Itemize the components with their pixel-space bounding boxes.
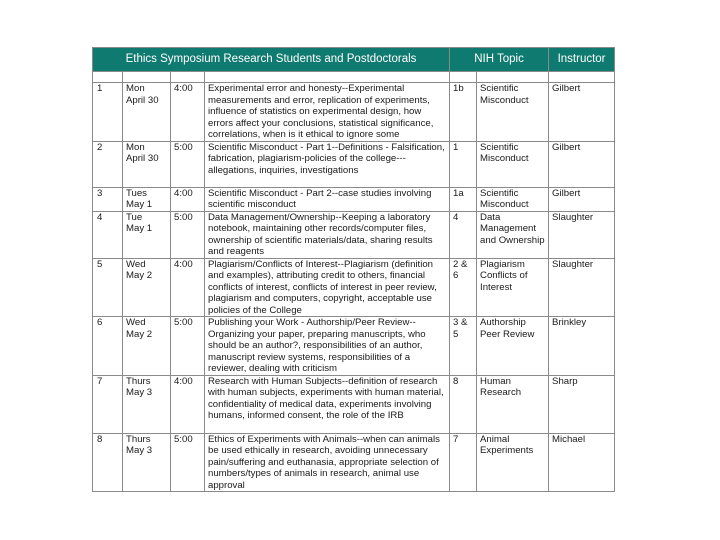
session-number: 2 [93, 141, 123, 187]
nih-topic-number: 7 [450, 433, 477, 492]
table-row [93, 141, 615, 187]
nih-topic-name: Data Management and Ownership [477, 211, 549, 258]
instructor-name: Brinkley [549, 317, 615, 376]
session-topic: Plagiarism/Conflicts of Interest--Plagiarism (definition and examples), attributing credit to others, financial conflicts of interest, conflicts of interest in peer review, plagiarism and computers, copyright, acceptable use policies of the College [205, 258, 450, 317]
session-number: 1 [93, 83, 123, 142]
instructor-name: Gilbert [549, 83, 615, 142]
nih-topic-name: Animal Experiments [477, 433, 549, 492]
session-number: 3 [93, 187, 123, 211]
session-topic: Research with Human Subjects--definition of research with human subjects, experiments with human material, confidentiality of medical data, experiments involving humans, informed consent, the role of the IRB [205, 375, 450, 433]
session-day: Wed May 2 [123, 258, 171, 317]
session-day: Tues May 1 [123, 187, 171, 211]
table-row [93, 317, 615, 376]
table-row [93, 375, 615, 433]
schedule-table [92, 47, 615, 492]
instructor-name: Michael [549, 433, 615, 492]
session-number: 8 [93, 433, 123, 492]
instructor-name: Gilbert [549, 187, 615, 211]
session-time: 4:00 [171, 375, 205, 433]
spacer-cell [93, 72, 123, 83]
session-day: Mon April 30 [123, 141, 171, 187]
nih-topic-number: 2 & 6 [450, 258, 477, 317]
nih-topic-name: Plagiarism Conflicts of Interest [477, 258, 549, 317]
nih-topic-number: 8 [450, 375, 477, 433]
nih-topic-number: 1 [450, 141, 477, 187]
spacer-cell [171, 72, 205, 83]
nih-topic-name: Scientific Misconduct [477, 83, 549, 142]
table-row [93, 211, 615, 258]
session-time: 4:00 [171, 187, 205, 211]
instructor-name: Slaughter [549, 211, 615, 258]
spacer-cell [123, 72, 171, 83]
session-topic: Experimental error and honesty--Experimental measurements and error, replication of experiments, influence of statistics on experimental design, how errors affect your conclusions, statistical significance, correlations, when is it ethical to ignore some [205, 83, 450, 142]
spacer-cell [450, 72, 477, 83]
session-day: Thurs May 3 [123, 375, 171, 433]
spacer-cell [549, 72, 615, 83]
spacer-cell [477, 72, 549, 83]
nih-topic-number: 1a [450, 187, 477, 211]
nih-topic-name: Scientific Misconduct [477, 141, 549, 187]
table-row [93, 187, 615, 211]
header-instructor: Instructor [549, 48, 615, 72]
session-day: Thurs May 3 [123, 433, 171, 492]
spacer-row [93, 72, 615, 83]
nih-topic-number: 4 [450, 211, 477, 258]
session-number: 4 [93, 211, 123, 258]
spacer-cell [205, 72, 450, 83]
session-day: Tue May 1 [123, 211, 171, 258]
session-time: 4:00 [171, 258, 205, 317]
header-nih-topic: NIH Topic [450, 48, 549, 72]
session-day: Mon April 30 [123, 83, 171, 142]
nih-topic-name: Scientific Misconduct [477, 187, 549, 211]
instructor-name: Gilbert [549, 141, 615, 187]
session-time: 5:00 [171, 317, 205, 376]
nih-topic-name: Authorship Peer Review [477, 317, 549, 376]
session-time: 5:00 [171, 141, 205, 187]
nih-topic-number: 3 & 5 [450, 317, 477, 376]
header-row [93, 48, 615, 72]
session-topic: Scientific Misconduct - Part 2--case studies involving scientific misconduct [205, 187, 450, 211]
session-number: 5 [93, 258, 123, 317]
instructor-name: Slaughter [549, 258, 615, 317]
session-number: 7 [93, 375, 123, 433]
session-topic: Ethics of Experiments with Animals--when can animals be used ethically in research, avoiding unnecessary pain/suffering and euthanasia, appropriate selection of numbers/types of animals in research, animal use approval [205, 433, 450, 492]
table-row [93, 83, 615, 142]
session-topic: Data Management/Ownership--Keeping a laboratory notebook, maintaining other records/computer files, ownership of scientific materials/data, sharing results and reagents [205, 211, 450, 258]
table-row [93, 433, 615, 492]
session-day: Wed May 2 [123, 317, 171, 376]
session-time: 4:00 [171, 83, 205, 142]
session-number: 6 [93, 317, 123, 376]
header-title: Ethics Symposium Research Students and Postdoctorals [93, 48, 450, 72]
session-topic: Publishing your Work - Authorship/Peer Review--Organizing your paper, preparing manuscripts, who should be an author?, responsibilities of an author, manuscript review systems, responsibilities of a reviewer, dealing with criticism [205, 317, 450, 376]
table-row [93, 258, 615, 317]
instructor-name: Sharp [549, 375, 615, 433]
session-time: 5:00 [171, 433, 205, 492]
nih-topic-name: Human Research [477, 375, 549, 433]
session-time: 5:00 [171, 211, 205, 258]
session-topic: Scientific Misconduct - Part 1--Definitions - Falsification, fabrication, plagiarism-policies of the college---allegations, inquiries, investigations [205, 141, 450, 187]
nih-topic-number: 1b [450, 83, 477, 142]
